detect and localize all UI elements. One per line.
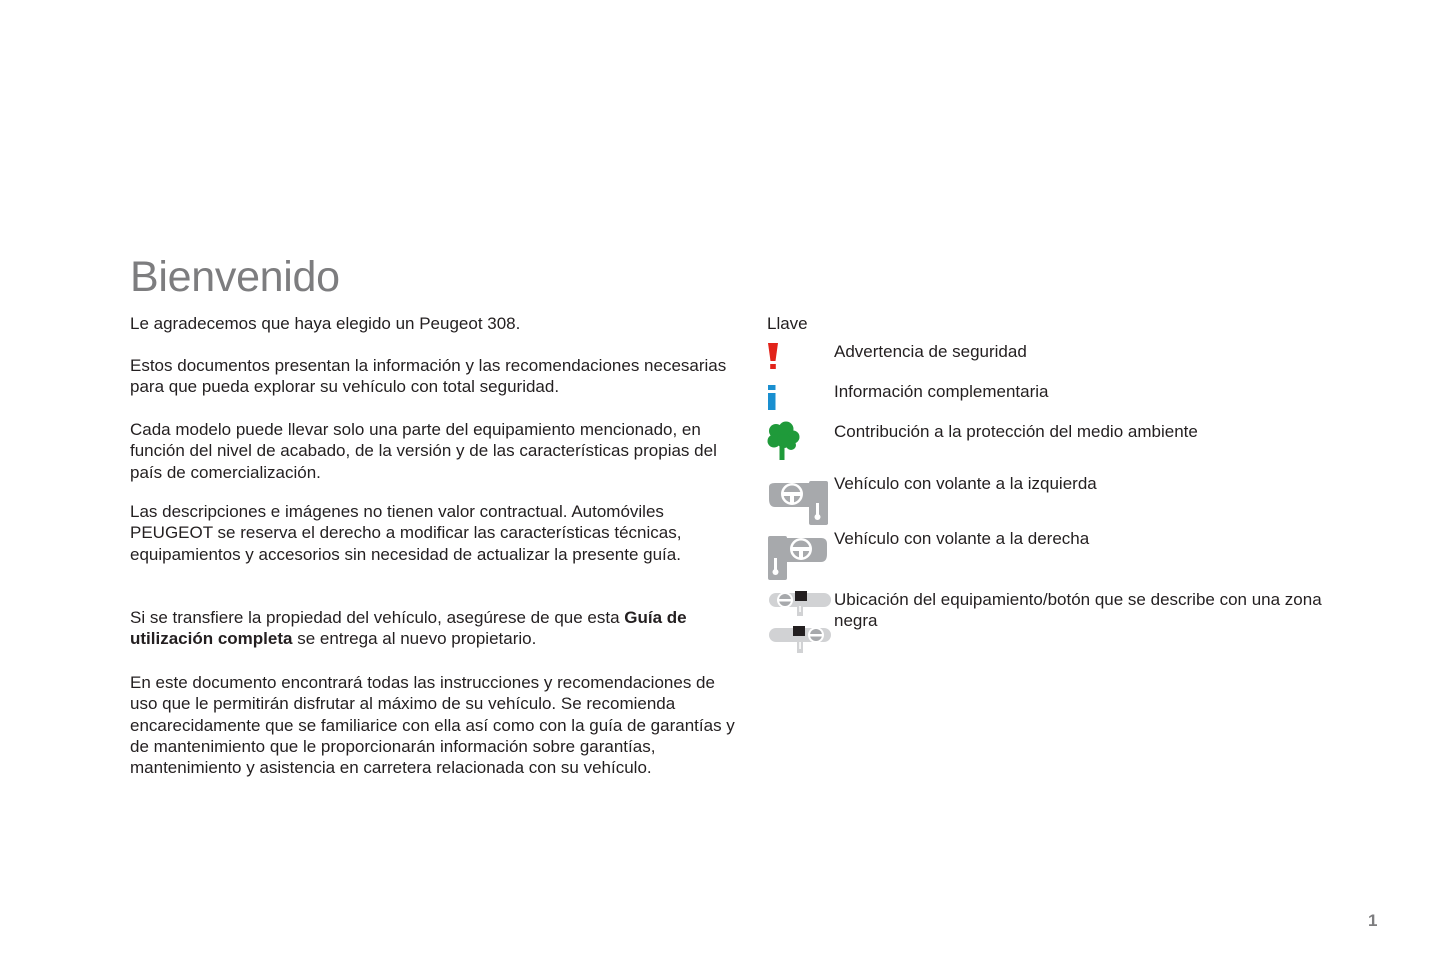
intro-paragraph: En este documento encontrará todas las instrucciones y recomendaciones de uso que le permitirán disfrutar al máximo de su vehículo. Se recomienda encarecidamente que se familiarice con ella así como con la guía de garantías y de mantenimiento que le proporcionarán información sobre garantías, mantenimiento y asistencia en carretera relacionada con su vehículo. (130, 673, 735, 778)
page-title: Bienvenido (130, 253, 340, 301)
key-label: Advertencia de seguridad (834, 342, 1027, 361)
key-label: Vehículo con volante a la izquierda (834, 474, 1097, 493)
left-hand-drive-icon (767, 477, 829, 530)
equipment-location-icon (767, 589, 833, 662)
intro-paragraph: Le agradecemos que haya elegido un Peugeot 308. (130, 314, 521, 333)
tree-icon (767, 421, 801, 466)
key-label: Información complementaria (834, 382, 1049, 401)
intro-paragraph: Estos documentos presentan la información y las recomendaciones necesarias para que pueda explorar su vehículo con total seguridad. (130, 356, 727, 397)
key-label: Contribución a la protección del medio ambiente (834, 422, 1198, 441)
warning-exclamation-icon (767, 341, 781, 376)
key-heading: Llave (767, 314, 808, 333)
key-label: Ubicación del equipamiento/botón que se describe con una zona negra (834, 590, 1322, 631)
intro-paragraph-transfer (130, 607, 740, 650)
transfer-text-start: Si se transfiere la propiedad del vehículo, asegúrese de que esta (130, 608, 625, 627)
intro-paragraph: Cada modelo puede llevar solo una parte del equipamiento mencionado, en función del nivel de acabado, de la versión y de las características propias del país de comercialización. (130, 420, 717, 482)
guide-name-bold: Guía de utilización completa (130, 608, 687, 649)
right-hand-drive-icon (767, 532, 829, 585)
page-number: 1 (1368, 911, 1378, 930)
transfer-text-end: se entrega al nuevo propietario. (292, 629, 537, 649)
key-label: Vehículo con volante a la derecha (834, 529, 1090, 548)
intro-paragraph: Las descripciones e imágenes no tienen valor contractual. Automóviles PEUGEOT se reserva el derecho a modificar las características técnicas, equipamientos y accesorios sin necesidad de actualizar la presente guía. (130, 502, 682, 564)
info-icon (767, 381, 781, 418)
